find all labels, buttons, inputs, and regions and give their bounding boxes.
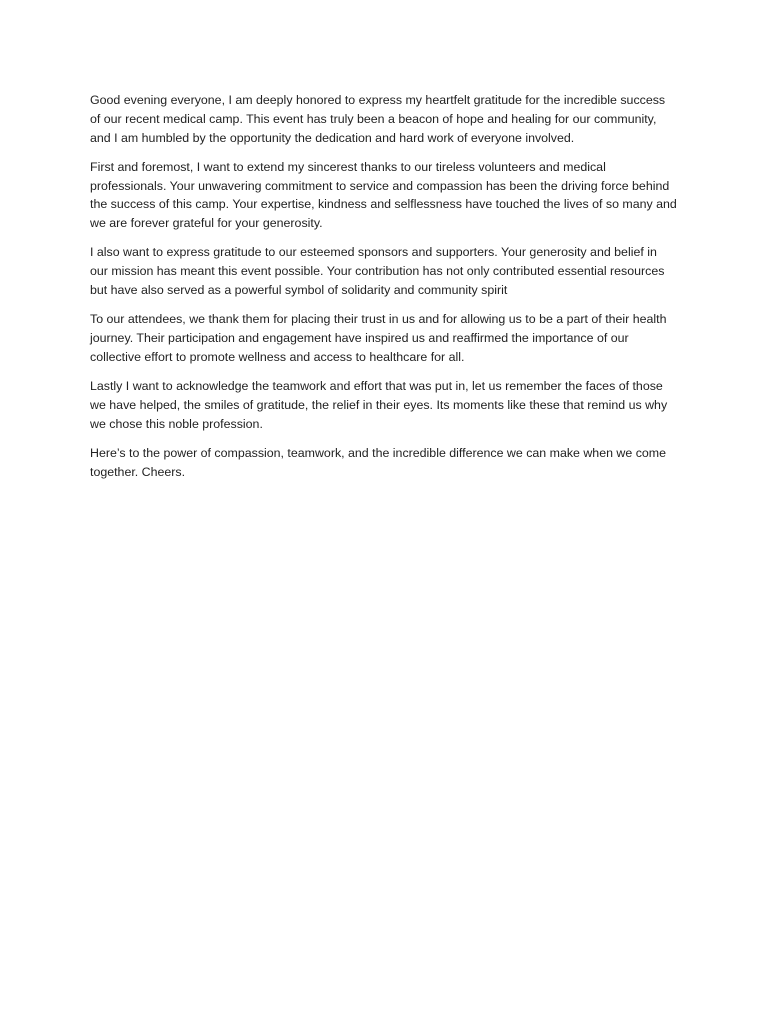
paragraph-opening: Good evening everyone, I am deeply honored to express my heartfelt gratitude for the incredible success of our recent medical camp. This event has truly been a beacon of hope and healing for our community, and I am humbled by the opportunity the dedication and hard work of everyone involved. [90, 93, 666, 145]
paragraph-volunteers: First and foremost, I want to extend my sincerest thanks to our tireless volunteers and medical professionals. Your unwavering commitment to service and compassion has been the driving force behind the success of this camp. Your expertise, kindness and selflessness have touched the lives of so many and we are forever grateful for your generosity. [90, 159, 677, 231]
paragraph-teamwork: Lastly I want to acknowledge the teamwork and effort that was put in, let us remember the faces of those we have helped, the smiles of gratitude, the relief in their eyes. Its moments like these that remind us why we chose this noble profession. [90, 378, 668, 431]
paragraph-sponsors: I also want to express gratitude to our esteemed sponsors and supporters. Your generosity and belief in our mission has meant this event possible. Your contribution has not only contributed essential resources but have also served as a powerful symbol of solidarity and community spirit [90, 245, 665, 297]
paragraph-attendees: To our attendees, we thank them for placing their trust in us and for allowing us to be a part of their health journey. Their participation and engagement have inspired us and reaffirmed the importance of our collective effort to promote wellness and access to healthcare for all. [90, 312, 667, 364]
document-body [90, 91, 678, 481]
paragraph-closing: Here’s to the power of compassion, teamwork, and the incredible difference we can make when we come together. Cheers. [90, 445, 667, 479]
